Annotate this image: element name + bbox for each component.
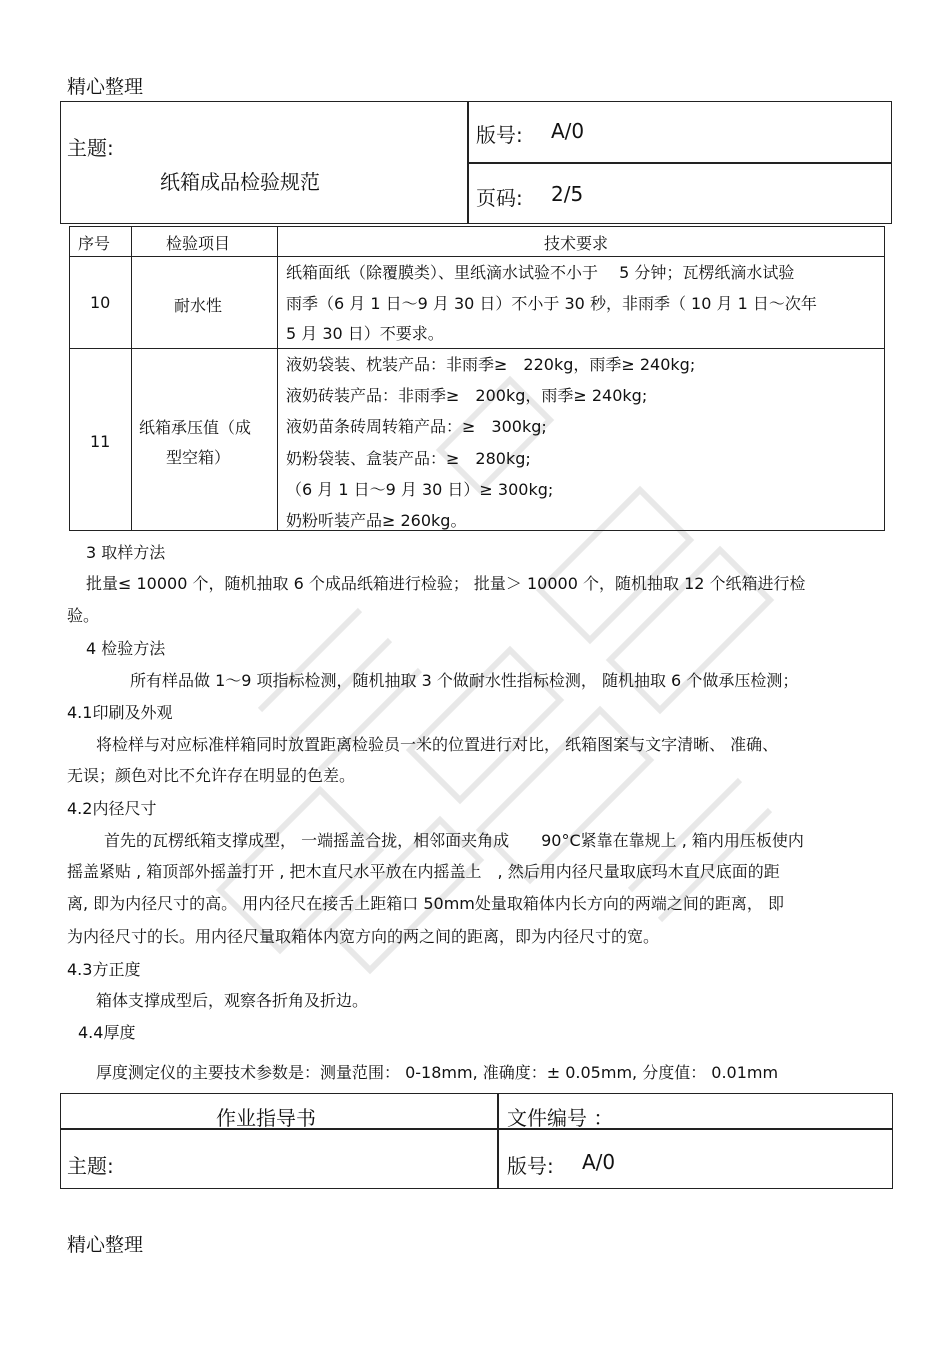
paragraph-line: 厚度测定仪的主要技术参数是：测量范围： 0-18mm, 准确度：± 0.05mm, 分度值： 0.01mm: [96, 1063, 779, 1082]
row-no: 10: [90, 293, 111, 312]
requirement-line: 雨季（6 月 1 日～9 月 30 日）不小于 30 秒，非雨季（ 10 月 1 日～次年: [286, 294, 817, 313]
requirement-line: 纸箱面纸（除覆膜类）、里纸滴水试验不小于 5 分钟；瓦楞纸滴水试验: [286, 263, 795, 282]
row-item: 耐水性: [174, 296, 223, 315]
section-heading: 4.1印刷及外观: [67, 703, 173, 722]
paragraph-line: 摇盖紧贴 , 箱顶部外摇盖打开 , 把木直尺水平放在内摇盖上 , 然后用内径尺量取底玛木直尺底面的距: [67, 862, 780, 881]
subject-label: 主题:: [67, 136, 114, 160]
footer-version-value: A/0: [582, 1150, 616, 1174]
footer-subject-label: 主题:: [67, 1154, 114, 1178]
section-heading: 3 取样方法: [86, 543, 166, 562]
paragraph-line: 所有样品做 1～9 项指标检测，随机抽取 3 个做耐水性指标检测， 随机抽取 6 个做承压检测；: [130, 671, 799, 690]
page-value: 2/5: [551, 182, 584, 206]
requirement-line: （6 月 1 日～9 月 30 日）≥ 300kg;: [286, 480, 554, 499]
row-item: 纸箱承压值（成: [139, 418, 252, 437]
requirement-line: 奶粉听装产品≥ 260kg。: [286, 511, 467, 530]
footer-version-label: 版号:: [507, 1154, 554, 1178]
col-header-requirement: 技术要求: [544, 234, 609, 253]
document-footer-table: [60, 1093, 893, 1189]
row-item: 型空箱）: [166, 448, 231, 467]
requirement-line: 奶粉袋装、盒装产品：≥ 280kg;: [286, 449, 531, 468]
version-label: 版号:: [476, 123, 523, 147]
header-note: 精心整理: [67, 76, 144, 98]
col-header-item: 检验项目: [166, 234, 231, 253]
paragraph-line: 将检样与对应标准样箱同时放置距离检验员一米的位置进行对比， 纸箱图案与文字清晰、 准确、: [96, 735, 779, 754]
paragraph-line: 无误；颜色对比不允许存在明显的色差。: [67, 766, 356, 785]
requirement-line: 液奶砖装产品：非雨季≥ 200kg，雨季≥ 240kg;: [286, 386, 648, 405]
footer-note: 精心整理: [67, 1234, 144, 1256]
paragraph-line: 批量≤ 10000 个，随机抽取 6 个成品纸箱进行检验； 批量＞ 10000 个，随机抽取 12 个纸箱进行检: [86, 574, 806, 593]
paragraph-line: 为内径尺寸的长。用内径尺量取箱体内宽方向的两之间的距离，即为内径尺寸的宽。: [67, 927, 660, 946]
col-header-no: 序号: [78, 234, 111, 253]
version-value: A/0: [551, 119, 585, 143]
section-heading: 4.3方正度: [67, 960, 141, 979]
document-title: 纸箱成品检验规范: [160, 170, 320, 194]
section-heading: 4.2内径尺寸: [67, 799, 157, 818]
file-number-label: 文件编号 ：: [507, 1106, 614, 1130]
paragraph-line: 首先的瓦楞纸箱支撑成型， 一端摇盖合拢，相邻面夹角成 90°C紧靠在靠规上 , 箱内用压板使内: [104, 831, 804, 850]
section-heading: 4 检验方法: [86, 639, 166, 658]
requirement-line: 液奶苗条砖周转箱产品：≥ 300kg;: [286, 417, 547, 436]
paragraph-line: 离, 即为内径尺寸的高。 用内径尺在接舌上距箱口 50mm处量取箱体内长方向的两端之间的距离， 即: [67, 894, 784, 913]
page-label: 页码:: [476, 186, 523, 210]
requirement-line: 液奶袋装、枕装产品：非雨季≥ 220kg，雨季≥ 240kg;: [286, 355, 696, 374]
row-no: 11: [90, 432, 111, 451]
guide-label: 作业指导书: [216, 1106, 316, 1130]
section-heading: 4.4厚度: [78, 1023, 136, 1042]
paragraph-line: 箱体支撑成型后，观察各折角及折边。: [96, 991, 369, 1010]
paragraph-line: 验。: [67, 606, 100, 625]
requirement-line: 5 月 30 日）不要求。: [286, 324, 444, 343]
